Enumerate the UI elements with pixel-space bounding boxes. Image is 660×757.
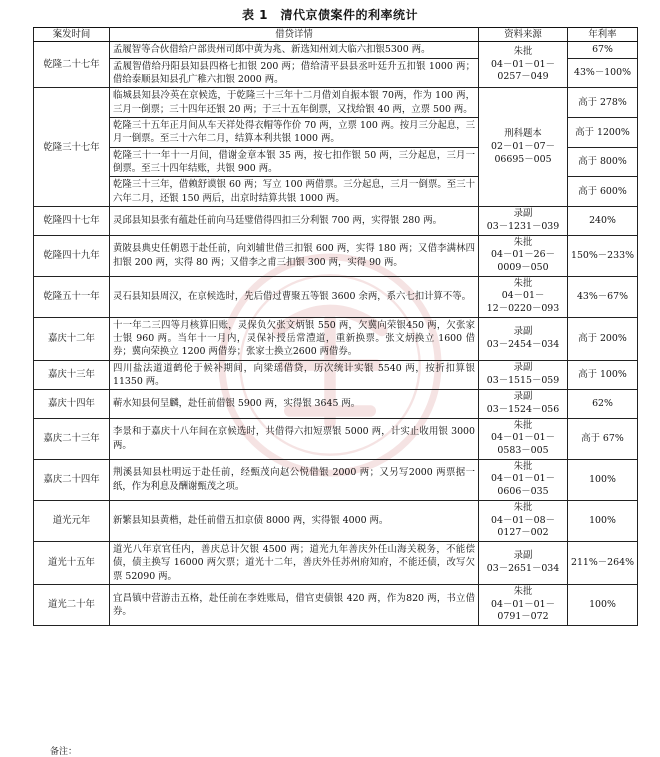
table-row: [34, 235, 638, 276]
source-cell: 朱批 04－01－ 12－0220－093: [479, 276, 568, 317]
loan-detail-cell: 灵邱县知县张有蕴赴任前向马廷璧借得四扣三分利银 700 两，实得银 280 两。: [110, 207, 479, 235]
case-time-cell: 嘉庆十三年: [34, 360, 110, 390]
loan-detail-cell: 宜昌镇中营游击五格，赴任前在李姓账局，借官吏债银 420 两，作为820 两，书立借券。: [110, 584, 479, 625]
annual-rate-cell: 240%: [568, 207, 638, 235]
table-row: [34, 88, 638, 118]
annual-rate-cell: 100%: [568, 584, 638, 625]
source-cell: 录副 03－1524－056: [479, 390, 568, 418]
annual-rate-cell: 211%－264%: [568, 541, 638, 584]
annual-rate-cell: 高于 1200%: [568, 118, 638, 148]
loan-detail-cell: 李景和于嘉庆十八年间在京候选时，共借得六扣短票银 5000 两，计实止收用银 3000 两。: [110, 418, 479, 459]
table-row: [34, 459, 638, 500]
table-header-row: [34, 28, 638, 42]
case-time-cell: 乾隆五十一年: [34, 276, 110, 317]
loan-detail-cell: 道光八年京官任内，善庆总计欠银 4500 两；道光九年善庆外任山海关税务，不能偿债，债主换写 16000 两欠票；道光十二年，善庆外任苏州府知府，不能还债，改写欠票 52090 两。: [110, 541, 479, 584]
annual-rate-cell: 高于 278%: [568, 88, 638, 118]
case-time-cell: 嘉庆十二年: [34, 317, 110, 360]
source-cell: 录副 03－2651－034: [479, 541, 568, 584]
annual-rate-cell: 高于 67%: [568, 418, 638, 459]
table-body: [34, 42, 638, 626]
notes-label: 备注：: [50, 747, 78, 757]
annual-rate-cell: 高于 600%: [568, 177, 638, 207]
table-title: 表 1 清代京债案件的利率统计: [241, 8, 419, 22]
source-cell: 朱批 04－01－26－ 0009－050: [479, 235, 568, 276]
case-time-cell: 道光十五年: [34, 541, 110, 584]
loan-detail-cell: 孟履智借给丹阳县知县四格七扣银 200 两；借给清平县县丞叶廷升五扣银 1000 两；借给泰顺县知县孔广稚六扣银 2000 两。: [110, 58, 479, 88]
source-cell: 录副 03－1231－039: [479, 207, 568, 235]
table-row: [34, 584, 638, 625]
case-time-cell: 道光元年: [34, 500, 110, 541]
source-cell: 朱批 04－01－01－ 0583－005: [479, 418, 568, 459]
source-cell: 刑科题本 02－01－07－ 06695－005: [479, 88, 568, 207]
table-row: [34, 390, 638, 418]
loan-detail-cell: 四川盐法道道鹤伦于候补期间，向梁瑶借贷，历次统计实银 5540 两，按折扣算银 11350 两。: [110, 360, 479, 390]
annual-rate-cell: 43%－67%: [568, 276, 638, 317]
table-row: [34, 42, 638, 58]
annual-rate-cell: 67%: [568, 42, 638, 58]
table-row: [34, 541, 638, 584]
case-time-cell: 嘉庆二十四年: [34, 459, 110, 500]
table-row: [34, 500, 638, 541]
source-cell: 朱批 04－01－01－ 0791－072: [479, 584, 568, 625]
source-cell: 朱批 04－01－01－ 0606－035: [479, 459, 568, 500]
loan-detail-cell: 临城县知县冷英在京候选，于乾隆三十三年十二月借刘自振本银 70两，作为 100 两，三月一倒票；三十四年还银 20 两；于三十五年倒票，又找给银 40 两，立票 500 两。: [110, 88, 479, 118]
case-time-cell: 乾隆二十七年: [34, 42, 110, 88]
case-time-cell: 乾隆四十七年: [34, 207, 110, 235]
case-time-cell: 乾隆三十七年: [34, 88, 110, 207]
loan-detail-cell: 黄陂县典史任朝恩于赴任前，向刘辅世借三扣银 600 两，实得 180 两；又借李满林四扣银 200 两，实得 80 两；又借李之甫三扣银 300 两，实得 90 两。: [110, 235, 479, 276]
loan-detail-cell: 乾隆三十一年十一月间，借谢金章本银 35 两，按七扣作银 50 两，三分起息，三月一倒票。至三十四年结账，共银 900 两。: [110, 147, 479, 177]
table-row: [34, 360, 638, 390]
source-cell: 录副 03－1515－059: [479, 360, 568, 390]
table-row: [34, 317, 638, 360]
case-time-cell: 嘉庆二十三年: [34, 418, 110, 459]
loan-detail-cell: 乾隆三十五年正月间从车天祥处得衣帽等作价 70 两，立票 100 两。按月三分起息，三月一倒票。至三十六年二月，结算本利共银 1000 两。: [110, 118, 479, 148]
annual-rate-cell: 62%: [568, 390, 638, 418]
annual-rate-cell: 100%: [568, 500, 638, 541]
annual-rate-cell: 高于 100%: [568, 360, 638, 390]
header-detail: 借贷详情: [110, 28, 479, 42]
loan-detail-cell: 乾隆三十三年，借赖舒谟银 60 两；写立 100 两借票。三分起息，三月一倒票。至三十六年二月，还银 150 两后，出京时结算共银 1000 两。: [110, 177, 479, 207]
source-cell: 朱批 04－01－08－ 0127－002: [479, 500, 568, 541]
loan-detail-cell: 十一年二三四等月核算旧账，灵保负欠张文炳银 550 两，欠冀向荣银450 两，欠张家士银 960 两。当年十一月内，灵保补授岳常澧道，重新换票。张文炳换立 1600 借券；冀向荣换立 1200 两借券；张家士换立2600 两借券。: [110, 317, 479, 360]
case-time-cell: 道光二十年: [34, 584, 110, 625]
table-row: [34, 418, 638, 459]
loan-detail-cell: 荆溪县知县杜明远于赴任前，经甄茂向赵公悦借银 2000 两；又另写2000 两票据一纸，作为利息及酬谢甄茂之项。: [110, 459, 479, 500]
header-source: 资料来源: [479, 28, 568, 42]
header-rate: 年利率: [568, 28, 638, 42]
annual-rate-cell: 高于 200%: [568, 317, 638, 360]
annual-rate-cell: 高于 800%: [568, 147, 638, 177]
table-row: [34, 276, 638, 317]
interest-rate-table: [33, 27, 638, 626]
loan-detail-cell: 灵石县知县周汉，在京候选时，先后借过曹聚五等银 3600 余两，系六七扣计算不等。: [110, 276, 479, 317]
loan-detail-cell: 蕲水知县何呈麟，赴任前借银 5900 两，实得银 3645 两。: [110, 390, 479, 418]
source-cell: 朱批 04－01－01－ 0257－049: [479, 42, 568, 88]
source-cell: 录副 03－2454－034: [479, 317, 568, 360]
case-time-cell: 乾隆四十九年: [34, 235, 110, 276]
annual-rate-cell: 100%: [568, 459, 638, 500]
loan-detail-cell: 新繁县知县黄楷，赴任前借五扣京债 8000 两，实得银 4000 两。: [110, 500, 479, 541]
annual-rate-cell: 150%－233%: [568, 235, 638, 276]
table-row: [34, 207, 638, 235]
loan-detail-cell: 孟履智等合伙借给户部贵州司郎中黄为兆、新选知州刘大临六扣银5300 两。: [110, 42, 479, 58]
annual-rate-cell: 43%－100%: [568, 58, 638, 88]
header-time: 案发时间: [34, 28, 110, 42]
case-time-cell: 嘉庆十四年: [34, 390, 110, 418]
